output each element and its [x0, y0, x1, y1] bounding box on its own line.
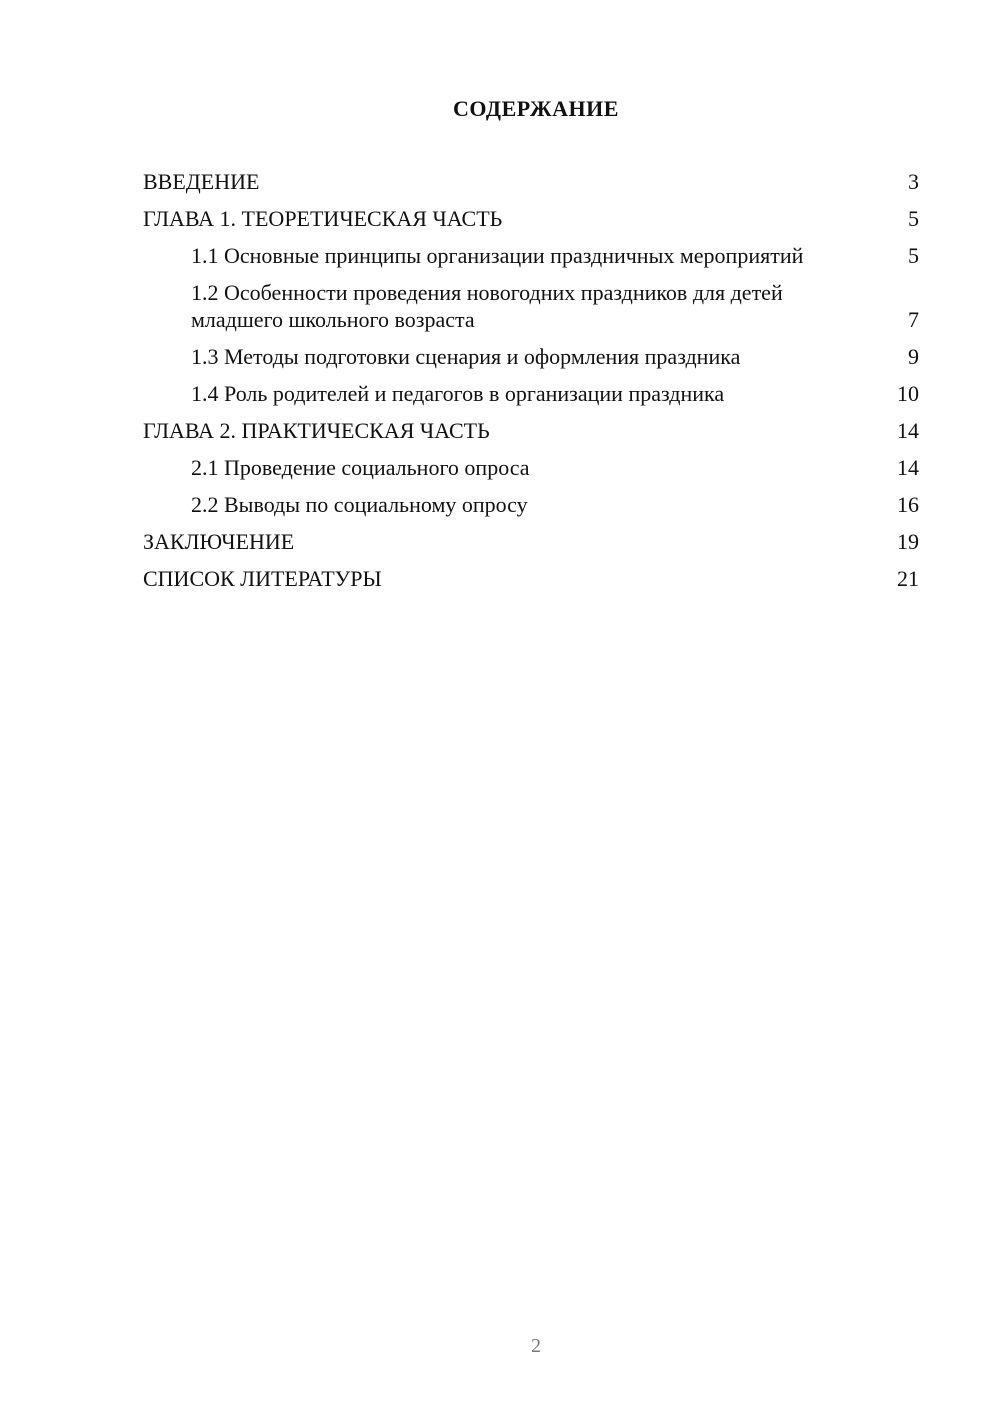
toc-entry-text: ЗАКЛЮЧЕНИЕ	[143, 529, 295, 554]
toc-entry-references	[143, 565, 919, 592]
toc-entry-page: 10	[897, 381, 919, 406]
page-number: 2	[531, 1335, 541, 1357]
toc-entry-text: 1.3 Методы подготовки сценария и оформления праздника	[191, 344, 741, 369]
toc-entry-introduction	[143, 168, 919, 195]
toc-entry-text: 1.4 Роль родителей и педагогов в организации праздника	[191, 381, 725, 406]
toc-entry-page: 14	[897, 418, 919, 443]
toc-entry-text: 1.2 Особенности проведения новогодних праздников для детей младшего школьного возраста	[191, 280, 783, 332]
page-title: СОДЕРЖАНИЕ	[453, 96, 619, 121]
toc-entry-chapter-2	[143, 417, 919, 444]
toc-entry-section-1-3	[143, 343, 919, 370]
toc-entry-section-1-1	[143, 242, 919, 269]
toc-entry-conclusion	[143, 528, 919, 555]
toc-entry-section-1-4	[143, 380, 919, 407]
toc-entry-text: ГЛАВА 1. ТЕОРЕТИЧЕСКАЯ ЧАСТЬ	[143, 206, 503, 231]
table-of-contents	[143, 168, 919, 602]
toc-entry-section-2-2	[143, 491, 919, 518]
toc-entry-section-2-1	[143, 454, 919, 481]
toc-entry-page: 14	[897, 455, 919, 480]
toc-entry-page: 5	[908, 206, 919, 231]
toc-entry-page: 7	[908, 307, 919, 332]
toc-entry-page: 19	[897, 529, 919, 554]
toc-entry-text: 2.2 Выводы по социальному опросу	[191, 492, 528, 517]
toc-entry-chapter-1	[143, 205, 919, 232]
toc-entry-text: СПИСОК ЛИТЕРАТУРЫ	[143, 566, 382, 591]
toc-entry-page: 9	[908, 344, 919, 369]
toc-entry-section-1-2	[143, 279, 919, 333]
toc-entry-page: 3	[908, 169, 919, 194]
toc-entry-text: ВВЕДЕНИЕ	[143, 169, 260, 194]
toc-entry-text: 1.1 Основные принципы организации праздничных мероприятий	[191, 243, 804, 268]
toc-entry-page: 5	[908, 243, 919, 268]
toc-entry-text: ГЛАВА 2. ПРАКТИЧЕСКАЯ ЧАСТЬ	[143, 418, 490, 443]
toc-entry-text: 2.1 Проведение социального опроса	[191, 455, 530, 480]
toc-entry-page: 16	[897, 492, 919, 517]
toc-entry-page: 21	[897, 566, 919, 591]
